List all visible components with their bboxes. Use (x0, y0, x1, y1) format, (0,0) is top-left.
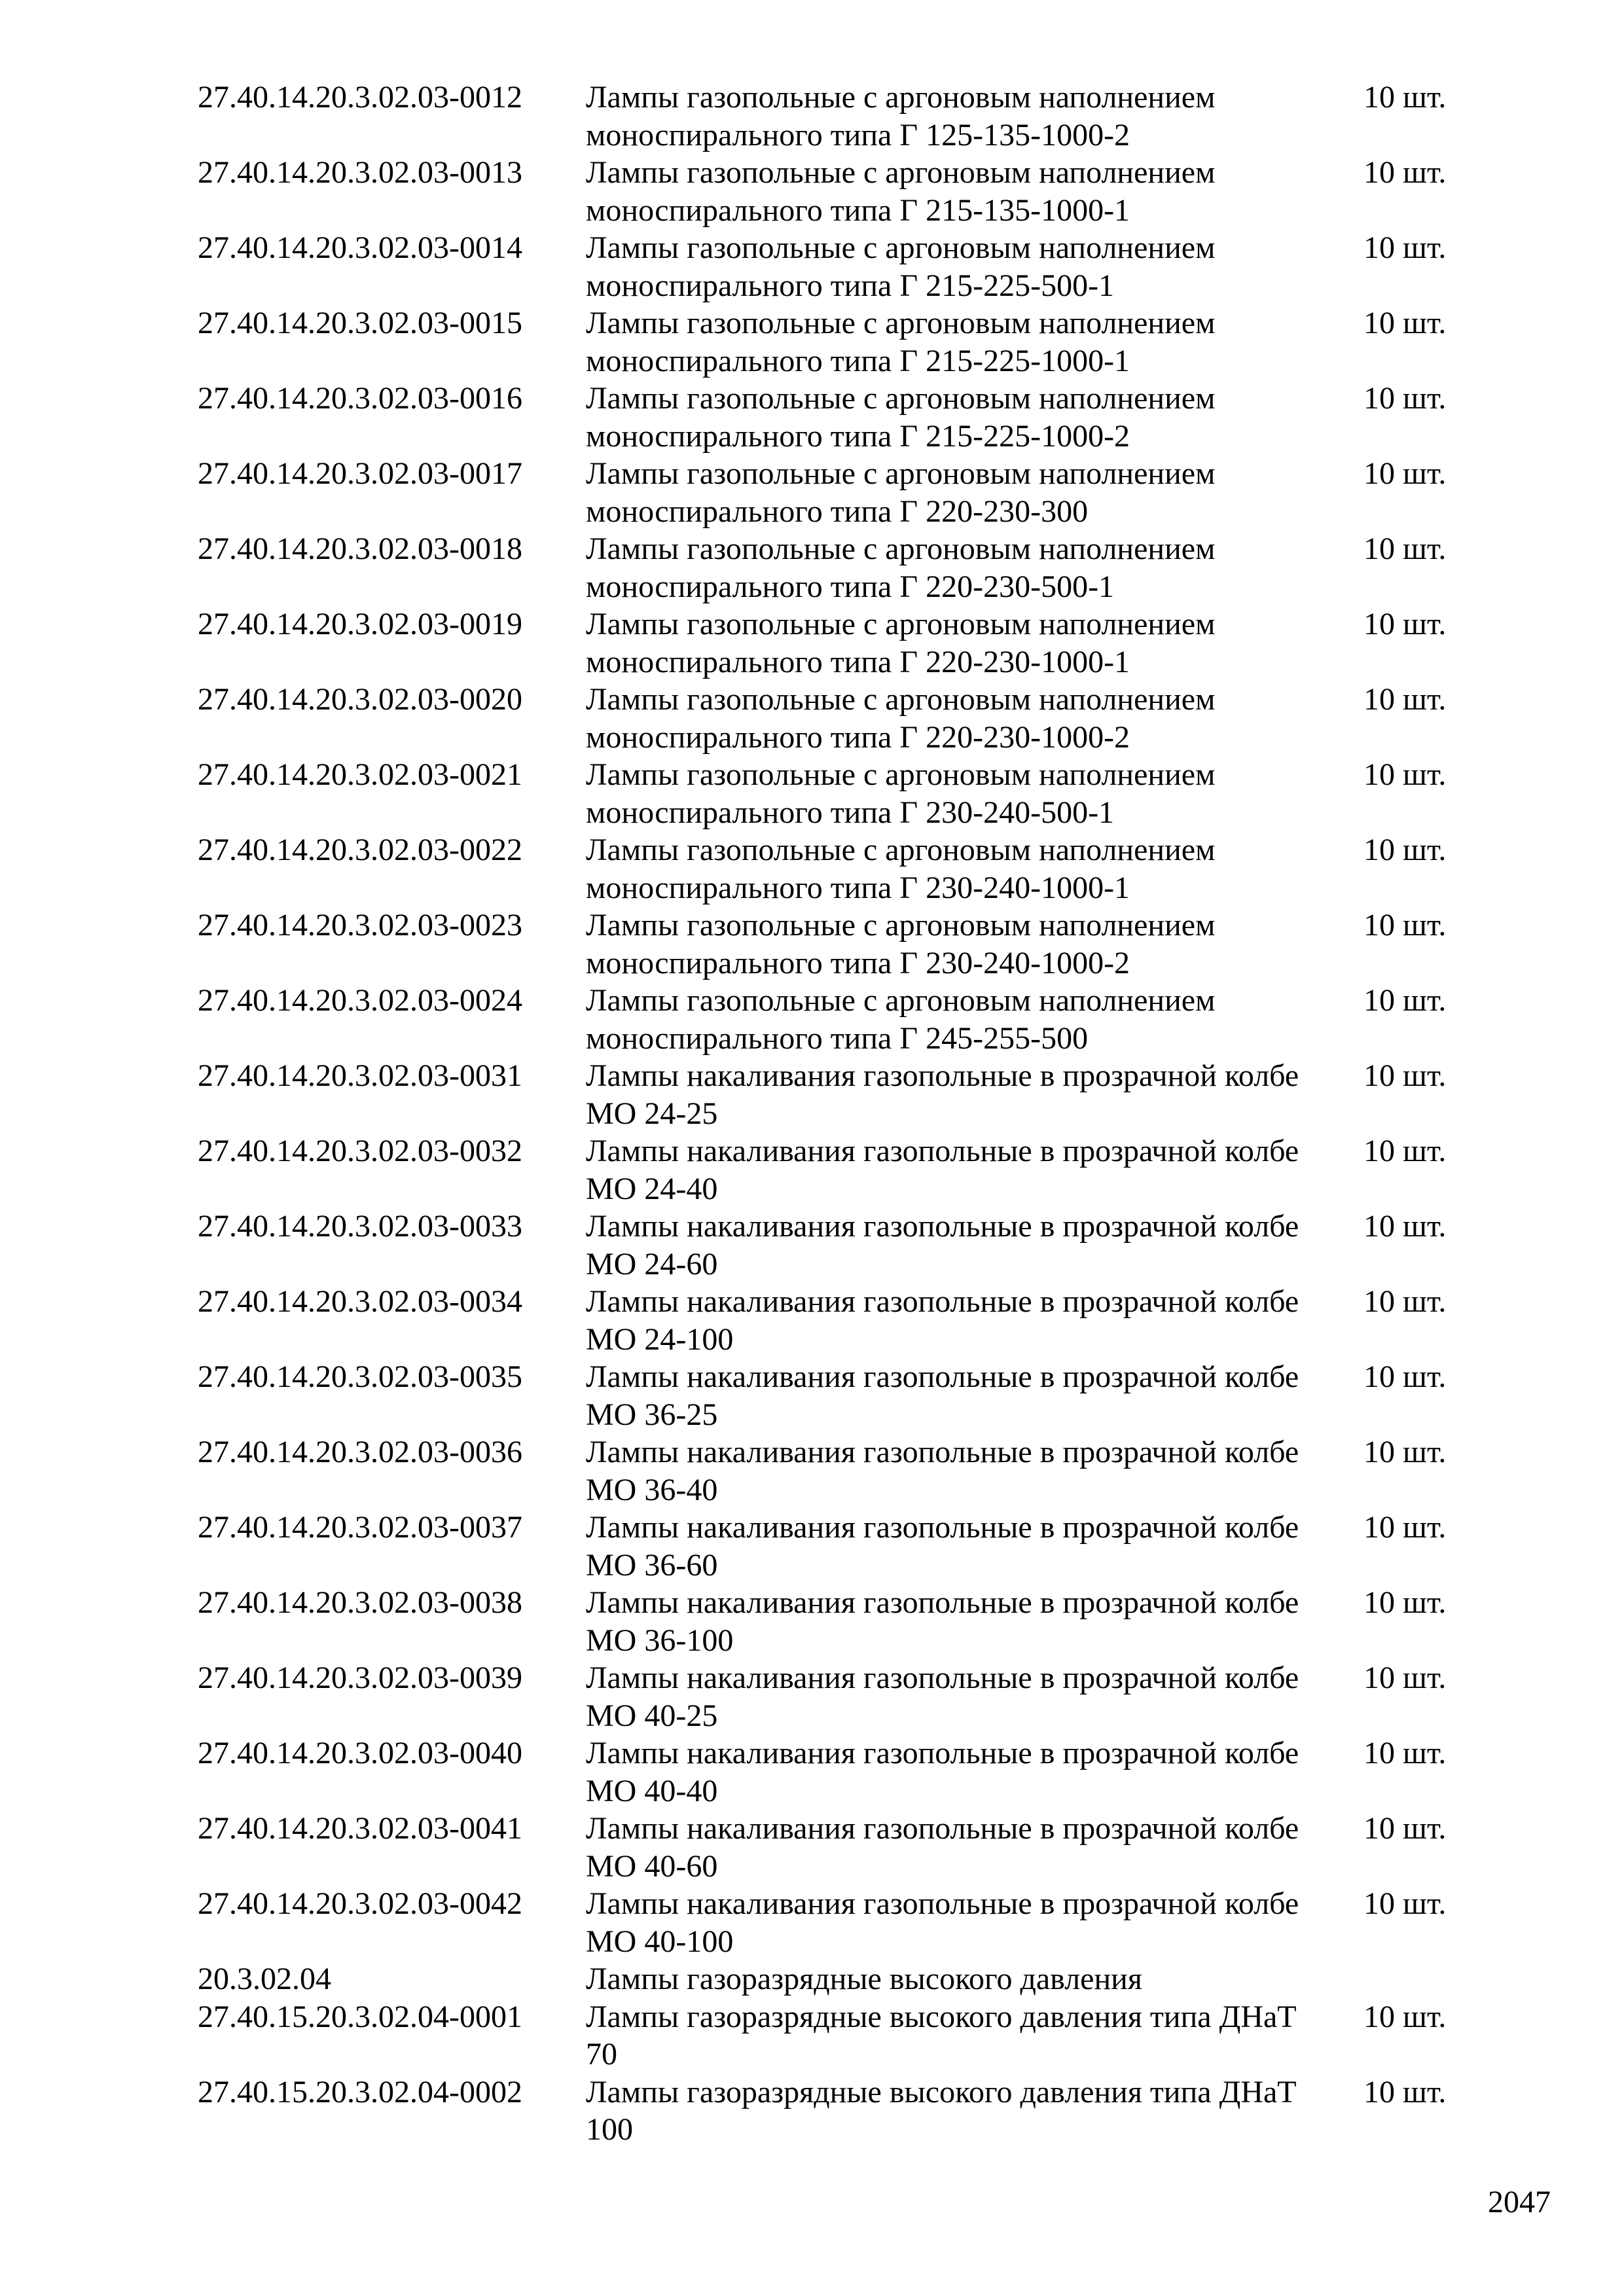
item-code: 27.40.14.20.3.02.03-0036 (198, 1435, 522, 1469)
table-row (198, 1998, 1507, 2073)
description-line: Лампы газопольные с аргоновым наполнением (586, 908, 1216, 942)
item-quantity: 10 шт. (1363, 230, 1447, 265)
item-code: 27.40.14.20.3.02.03-0042 (198, 1886, 522, 1921)
description-line: МО 36-40 (586, 1472, 718, 1507)
item-quantity: 10 шт. (1363, 833, 1447, 867)
item-description (586, 681, 1363, 756)
table-row (198, 1132, 1507, 1208)
description-line: Лампы накаливания газопольные в прозрачной колбе (586, 1886, 1299, 1921)
description-line: Лампы газопольные с аргоновым наполнением (586, 230, 1216, 265)
description-line: МО 40-40 (586, 1773, 718, 1808)
page-number: 2047 (1488, 2185, 1551, 2219)
item-description (586, 229, 1363, 304)
item-code: 27.40.14.20.3.02.03-0013 (198, 155, 522, 190)
description-line: Лампы накаливания газопольные в прозрачной колбе (586, 1585, 1299, 1620)
description-line: моноспирального типа Г 220-230-1000-1 (586, 644, 1130, 679)
description-line: моноспирального типа Г 220-230-300 (586, 493, 1089, 529)
description-line: моноспирального типа Г 215-135-1000-1 (586, 192, 1130, 228)
item-code: 27.40.14.20.3.02.03-0018 (198, 531, 522, 566)
item-quantity: 10 шт. (1363, 1811, 1447, 1846)
item-description (586, 1659, 1363, 1734)
description-line: МО 24-100 (586, 1321, 734, 1357)
description-line: Лампы газопольные с аргоновым наполнением (586, 833, 1216, 867)
description-line: Лампы накаливания газопольные в прозрачной колбе (586, 1209, 1299, 1244)
description-line: Лампы газопольные с аргоновым наполнением (586, 306, 1216, 340)
item-quantity: 10 шт. (1363, 1886, 1447, 1921)
description-line: Лампы газопольные с аргоновым наполнением (586, 757, 1216, 792)
description-line: 70 (586, 2037, 617, 2072)
item-code: 27.40.14.20.3.02.03-0039 (198, 1660, 522, 1695)
description-line: Лампы газопольные с аргоновым наполнением (586, 983, 1216, 1018)
item-quantity: 10 шт. (1363, 1510, 1447, 1545)
item-quantity: 10 шт. (1363, 1058, 1447, 1093)
item-description (586, 1885, 1363, 1960)
section-title (586, 1960, 1363, 1998)
item-quantity: 10 шт. (1363, 1660, 1447, 1695)
table-row (198, 1509, 1507, 1584)
item-quantity: 10 шт. (1363, 1134, 1447, 1168)
item-code: 27.40.14.20.3.02.03-0031 (198, 1058, 522, 1093)
item-quantity: 10 шт. (1363, 306, 1447, 340)
item-quantity: 10 шт. (1363, 2074, 1447, 2109)
table-row (198, 1885, 1507, 1960)
item-code: 27.40.14.20.3.02.03-0020 (198, 682, 522, 717)
description-line: Лампы газопольные с аргоновым наполнением (586, 531, 1216, 566)
description-line: Лампы газопольные с аргоновым наполнением (586, 456, 1216, 491)
description-line: Лампы накаливания газопольные в прозрачной колбе (586, 1811, 1299, 1846)
item-code: 27.40.14.20.3.02.03-0041 (198, 1811, 522, 1846)
item-code: 27.40.14.20.3.02.03-0040 (198, 1736, 522, 1770)
description-line: моноспирального типа Г 215-225-1000-1 (586, 343, 1130, 378)
section-code: 20.3.02.04 (198, 1962, 331, 1996)
description-line: моноспирального типа Г 230-240-1000-2 (586, 945, 1130, 980)
description-line: МО 36-100 (586, 1623, 734, 1658)
description-line: Лампы газоразрядные высокого давления (586, 1962, 1142, 1996)
item-description (586, 1057, 1363, 1132)
item-quantity: 10 шт. (1363, 1435, 1447, 1469)
item-code: 27.40.14.20.3.02.03-0035 (198, 1359, 522, 1394)
description-line: Лампы газопольные с аргоновым наполнением (586, 682, 1216, 717)
item-description (586, 1283, 1363, 1358)
description-line: моноспирального типа Г 230-240-1000-1 (586, 870, 1130, 905)
item-quantity: 10 шт. (1363, 381, 1447, 416)
item-quantity: 10 шт. (1363, 1209, 1447, 1244)
description-line: моноспирального типа Г 230-240-500-1 (586, 795, 1115, 830)
description-line: Лампы накаливания газопольные в прозрачной колбе (586, 1359, 1299, 1394)
item-quantity: 10 шт. (1363, 1999, 1447, 2034)
description-line: моноспирального типа Г 220-230-1000-2 (586, 719, 1130, 755)
item-code: 27.40.14.20.3.02.03-0032 (198, 1134, 522, 1168)
item-quantity: 10 шт. (1363, 1736, 1447, 1770)
description-line: Лампы газопольные с аргоновым наполнением (586, 381, 1216, 416)
catalog-table (198, 79, 1507, 2149)
table-row (198, 455, 1507, 530)
item-code: 27.40.14.20.3.02.03-0015 (198, 306, 522, 340)
table-row (198, 304, 1507, 380)
item-description (586, 530, 1363, 605)
item-description (586, 1132, 1363, 1208)
item-description (586, 906, 1363, 982)
description-line: моноспирального типа Г 220-230-500-1 (586, 569, 1115, 604)
item-description (586, 1734, 1363, 1810)
table-row (198, 1358, 1507, 1433)
description-line: Лампы газоразрядные высокого давления типа ДНаТ (586, 1999, 1297, 2034)
table-row (198, 906, 1507, 982)
description-line: Лампы накаливания газопольные в прозрачной колбе (586, 1284, 1299, 1319)
table-row (198, 1734, 1507, 1810)
description-line: МО 40-100 (586, 1924, 734, 1959)
item-quantity: 10 шт. (1363, 531, 1447, 566)
description-line: Лампы газопольные с аргоновым наполнением (586, 80, 1216, 115)
description-line: Лампы накаливания газопольные в прозрачной колбе (586, 1134, 1299, 1168)
item-description (586, 380, 1363, 455)
table-row (198, 1208, 1507, 1283)
item-description (586, 79, 1363, 154)
table-row (198, 1433, 1507, 1509)
section-heading-row (198, 1960, 1507, 1998)
item-code: 27.40.14.20.3.02.03-0019 (198, 607, 522, 641)
item-code: 27.40.14.20.3.02.03-0012 (198, 80, 522, 115)
item-description (586, 1998, 1363, 2073)
item-quantity: 10 шт. (1363, 456, 1447, 491)
item-quantity: 10 шт. (1363, 155, 1447, 190)
item-description (586, 1509, 1363, 1584)
item-code: 27.40.14.20.3.02.03-0017 (198, 456, 522, 491)
description-line: МО 24-60 (586, 1246, 718, 1282)
item-code: 27.40.14.20.3.02.03-0023 (198, 908, 522, 942)
item-description (586, 1810, 1363, 1885)
table-row (198, 756, 1507, 831)
description-line: Лампы накаливания газопольные в прозрачной колбе (586, 1736, 1299, 1770)
item-code: 27.40.14.20.3.02.03-0038 (198, 1585, 522, 1620)
item-description (586, 982, 1363, 1057)
description-line: моноспирального типа Г 215-225-1000-2 (586, 418, 1130, 454)
table-row (198, 1584, 1507, 1659)
description-line: Лампы газопольные с аргоновым наполнением (586, 607, 1216, 641)
table-row (198, 2073, 1507, 2149)
table-row (198, 154, 1507, 229)
item-description (586, 1208, 1363, 1283)
table-row (198, 1283, 1507, 1358)
item-code: 27.40.14.20.3.02.03-0016 (198, 381, 522, 416)
item-code: 27.40.15.20.3.02.04-0001 (198, 1999, 522, 2034)
item-quantity: 10 шт. (1363, 908, 1447, 942)
description-line: моноспирального типа Г 125-135-1000-2 (586, 117, 1130, 152)
table-row (198, 681, 1507, 756)
table-row (198, 605, 1507, 681)
item-code: 27.40.14.20.3.02.03-0034 (198, 1284, 522, 1319)
item-description (586, 605, 1363, 681)
item-description (586, 1433, 1363, 1509)
item-description (586, 1584, 1363, 1659)
item-code: 27.40.14.20.3.02.03-0021 (198, 757, 522, 792)
item-quantity: 10 шт. (1363, 1359, 1447, 1394)
item-quantity: 10 шт. (1363, 80, 1447, 115)
description-line: Лампы накаливания газопольные в прозрачной колбе (586, 1435, 1299, 1469)
item-quantity: 10 шт. (1363, 1284, 1447, 1319)
item-description (586, 831, 1363, 906)
item-quantity: 10 шт. (1363, 607, 1447, 641)
description-line: Лампы накаливания газопольные в прозрачной колбе (586, 1660, 1299, 1695)
description-line: МО 24-25 (586, 1096, 718, 1131)
description-line: Лампы газоразрядные высокого давления типа ДНаТ (586, 2074, 1297, 2109)
description-line: моноспирального типа Г 245-255-500 (586, 1020, 1089, 1056)
description-line: МО 40-25 (586, 1698, 718, 1733)
item-code: 27.40.14.20.3.02.03-0014 (198, 230, 522, 265)
table-row (198, 530, 1507, 605)
item-quantity: 10 шт. (1363, 682, 1447, 717)
description-line: МО 40-60 (586, 1848, 718, 1884)
table-row (198, 1057, 1507, 1132)
item-description (586, 756, 1363, 831)
description-line: МО 36-60 (586, 1547, 718, 1583)
item-code: 27.40.15.20.3.02.04-0002 (198, 2074, 522, 2109)
description-line: моноспирального типа Г 215-225-500-1 (586, 268, 1115, 303)
item-code: 27.40.14.20.3.02.03-0037 (198, 1510, 522, 1545)
item-description (586, 304, 1363, 380)
table-row (198, 79, 1507, 154)
item-code: 27.40.14.20.3.02.03-0022 (198, 833, 522, 867)
description-line: Лампы накаливания газопольные в прозрачной колбе (586, 1058, 1299, 1093)
table-row (198, 380, 1507, 455)
table-row (198, 229, 1507, 304)
item-description (586, 455, 1363, 530)
description-line: Лампы газопольные с аргоновым наполнением (586, 155, 1216, 190)
item-quantity: 10 шт. (1363, 983, 1447, 1018)
table-row (198, 1810, 1507, 1885)
item-code: 27.40.14.20.3.02.03-0024 (198, 983, 522, 1018)
item-quantity: 10 шт. (1363, 757, 1447, 792)
description-line: Лампы накаливания газопольные в прозрачной колбе (586, 1510, 1299, 1545)
table-row (198, 831, 1507, 906)
item-description (586, 1358, 1363, 1433)
item-quantity: 10 шт. (1363, 1585, 1447, 1620)
item-description (586, 2073, 1363, 2149)
table-row (198, 1659, 1507, 1734)
description-line: 100 (586, 2112, 633, 2147)
item-description (586, 154, 1363, 229)
description-line: МО 24-40 (586, 1171, 718, 1206)
table-row (198, 982, 1507, 1057)
description-line: МО 36-25 (586, 1397, 718, 1432)
item-code: 27.40.14.20.3.02.03-0033 (198, 1209, 522, 1244)
